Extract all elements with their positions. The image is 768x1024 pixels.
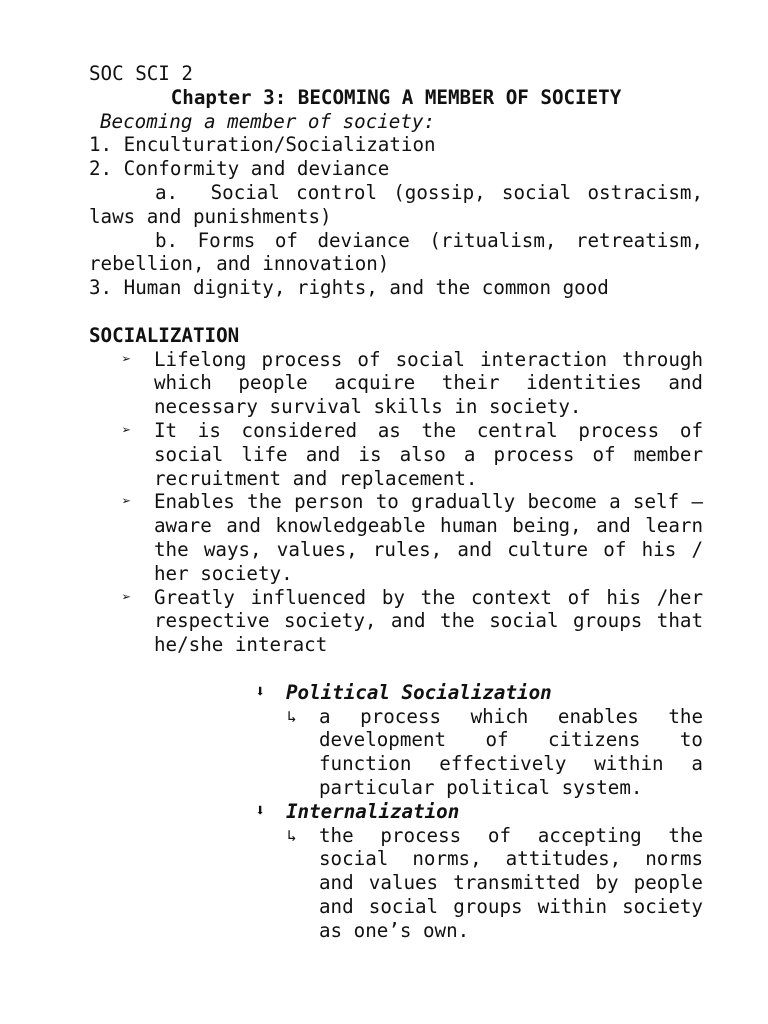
socialization-bullet-list [89, 348, 703, 657]
curved-arrow-bullet-icon: ⬇ [255, 681, 266, 702]
subtopic-term: Political Socialization [286, 680, 552, 704]
subtopic-term: Internalization [286, 799, 460, 823]
arrowhead-bullet-icon: ➢ [122, 349, 132, 368]
subtitle: Becoming a member of society: [100, 109, 436, 133]
spacer [89, 657, 703, 681]
bullet-text: Greatly influenced by the context of his /her respective society, and the social groups that he/she interact [154, 585, 703, 657]
subtopic-definition [255, 824, 703, 943]
list-item [89, 586, 703, 657]
outline-item-2b: b. Forms of deviance (ritualism, retreatism, [155, 228, 703, 252]
outline-item-2a-cont: laws and punishments) [89, 204, 332, 228]
list-item [89, 348, 703, 419]
bullet-text: It is considered as the central process of social life and is also a process of member recruitment and replacement. [154, 418, 703, 490]
return-arrow-bullet-icon: ↳ [287, 706, 297, 726]
list-item [89, 419, 703, 490]
outline-item-3: 3. Human dignity, rights, and the common good [89, 276, 609, 300]
arrowhead-bullet-icon: ➢ [122, 420, 132, 439]
outline-item-1: 1. Enculturation/Socialization [89, 133, 436, 157]
bullet-text: Lifelong process of social interaction through which people acquire their identities and necessary survival skills in society. [154, 347, 703, 419]
subtopic-political-socialization [255, 681, 703, 705]
subtopic-internalization [255, 800, 703, 824]
course-code: SOC SCI 2 [89, 62, 193, 85]
section-heading: SOCIALIZATION [89, 323, 240, 347]
arrowhead-bullet-icon: ➢ [122, 587, 132, 606]
curved-arrow-bullet-icon: ⬇ [255, 800, 266, 821]
document-body [89, 62, 703, 942]
list-item [89, 490, 703, 585]
chapter-title: Chapter 3: BECOMING A MEMBER OF SOCIETY [170, 85, 622, 109]
return-arrow-bullet-icon: ↳ [287, 825, 297, 845]
definition-text: the process of accepting the social norms, attitudes, norms and values transmitted by people and social groups within society as one’s own. [319, 823, 703, 942]
bullet-text: Enables the person to gradually become a self – aware and knowledgeable human being, and learn the ways, values, rules, and culture of his / her society. [154, 490, 703, 585]
spacer [89, 300, 703, 324]
outline-item-2b-cont: rebellion, and innovation) [89, 252, 390, 276]
arrowhead-bullet-icon: ➢ [122, 492, 132, 511]
definition-text: a process which enables the development of citizens to function effectively within a particular political system. [319, 704, 703, 799]
subtopic-list [255, 681, 703, 943]
outline-item-2: 2. Conformity and deviance [89, 157, 390, 181]
subtopic-definition [255, 705, 703, 800]
outline-item-2a: a. Social control (gossip, social ostracism, [155, 180, 703, 204]
